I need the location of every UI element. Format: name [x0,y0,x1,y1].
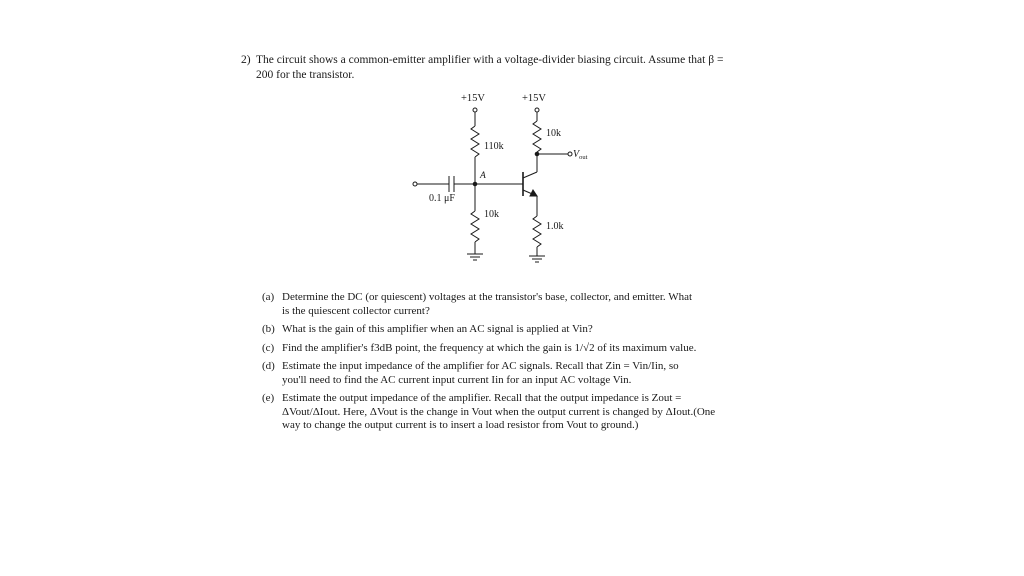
label-vout: $V_{out}$ [573,149,588,161]
question-e [262,392,732,433]
question-text: way to change the output current is to insert a load resistor from Vout to ground.) [282,419,639,431]
question-text: What is the gain of this amplifier when an AC signal is applied at Vin? [282,323,593,335]
label-r-collector: 10k [546,128,561,139]
question-text: is the quiescent collector current? [282,304,430,317]
resistor-1k-emitter [533,216,541,247]
question-label: (c) [262,341,275,354]
question-a [262,291,732,318]
question-c [262,342,732,356]
label-r-bottom: 10k [484,209,499,220]
resistor-10k-collector [533,121,541,152]
question-text: ΔVout/ΔIout. Here, ΔVout is the change in Vout when the output current is changed by ΔIout.(One [282,405,716,418]
question-text: Determine the DC (or quiescent) voltages at the transistor's base, collector, and emitter. What [282,291,693,303]
label-supply-right: +15V [522,93,547,104]
npn-transistor [523,172,537,196]
vout-terminal [568,152,572,156]
question-label: (b) [262,323,275,335]
question-label: (a) [262,291,275,303]
resistor-110k [471,126,479,157]
input-terminal [413,182,417,186]
problem-number: 2) [241,54,251,66]
ground-left [467,254,483,260]
question-text: Estimate the input impedance of the amplifier for AC signals. Recall that Zin = Vin/Iin, so [282,360,679,372]
question-text: you'll need to find the AC current input current Iin for an input AC voltage Vin. [282,373,632,386]
label-r-top: 110k [484,141,504,152]
ground-right [529,256,545,262]
problem-intro-line-1: The circuit shows a common-emitter amplifier with a voltage-divider biasing circuit. Assume that β = [256,54,724,66]
question-list [262,291,732,438]
left-supply-terminal [473,108,477,112]
label-capacitor: 0.1 μF [429,193,455,204]
problem-statement [241,53,761,83]
question-label: (e) [262,392,275,404]
question-d [262,360,732,387]
question-label: (d) [262,360,275,372]
circuit-diagram [405,86,595,271]
problem-intro-line-2: 200 for the transistor. [256,69,355,81]
label-node-a: A [480,171,486,181]
resistor-10k-bottom [471,211,479,242]
question-text: Find the amplifier's f3dB point, the frequency at which the gain is 1/√2 of its maximum value. [282,341,697,354]
question-text: Estimate the output impedance of the amplifier. Recall that the output impedance is Zout = [282,392,682,404]
right-supply-terminal [535,108,539,112]
question-b [262,323,732,337]
label-r-emitter: 1.0k [546,221,564,232]
label-supply-left: +15V [461,93,486,104]
